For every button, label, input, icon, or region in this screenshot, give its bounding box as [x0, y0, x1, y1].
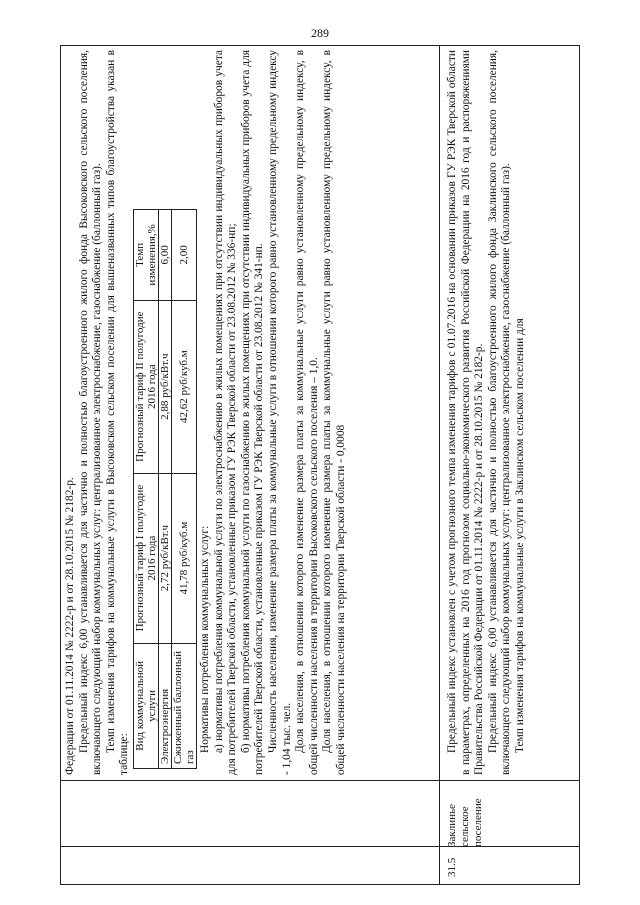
table-header-cell: Темп изменения,%: [133, 210, 158, 301]
tariff-table: [133, 209, 197, 769]
table-header-row: [133, 210, 158, 769]
table-border-left: [60, 884, 580, 885]
row-number: 31.5: [446, 857, 458, 877]
text-paragraph: Предельный индекс 6,00 устанавливается для частично и полностью благоустроенного жилого фонда Высоковского сельского поселения, включающего следующий набор коммунальных услуг: централизованное электроснабжение, газоснабжение (баллонный газ).: [77, 50, 104, 775]
text-paragraph: а) нормативы потребления коммунальной услуги по электроснабжению в жилых помещениях при отсутствии индивидуальных приборов учета для потребителей Тверской области, установленные приказом ГУ РЭК Тверской области от 23.08.2012 № 336-нп;: [212, 50, 239, 775]
table-border-top: [60, 45, 61, 885]
row-divider: [439, 45, 440, 885]
table-row: [158, 210, 171, 769]
text-paragraph: б) нормативы потребления коммунальной услуги по газоснабжению в жилых помещениях при отсутствии индивидуальных приборов учета для потребителей Тверской области, установленные приказом ГУ РЭК Тверской области от 23.08.2012 № 341-нп.: [239, 50, 266, 775]
table-border-bottom: [579, 45, 580, 885]
text-paragraph: Темп изменения тарифов на коммунальные услуги в Заклинском сельском поселении для: [513, 318, 526, 753]
text-paragraph: Темп изменения тарифов на коммунальные услуги в Высоковском сельском поселении для вышеназванных типов благоустройства указан в таблице:: [104, 50, 131, 775]
table-cell: 6,00: [158, 210, 171, 301]
table-cell: 2,88 руб/кВт.ч: [158, 300, 171, 473]
text-paragraph: Нормативы потребления коммунальных услуг:: [198, 525, 211, 753]
lower-row-content: [446, 50, 528, 775]
table-row: [171, 210, 196, 769]
table-cell: 42,62 руб/куб.м: [171, 300, 196, 473]
table-cell: 2,00: [171, 210, 196, 301]
table-cell: Сжиженный баллонный газ: [171, 643, 196, 768]
page-number: 289: [311, 26, 329, 40]
text-line: Федерации от 01.11.2014 № 2222-р и от 28.10.2015 № 2182-р.: [64, 477, 76, 775]
text-paragraph: Предельный индекс 6,00 устанавливается для частично и полностью благоустроенного жилого фонда Заклинского сельского поселения, включающего следующий набор коммунальных услуг: централизованное электроснабжение, газоснабжение (баллонный газ).: [486, 50, 513, 775]
table-border-right: [60, 45, 580, 46]
text-paragraph: Предельный индекс установлен с учетом прогнозного темпа изменения тарифов с 01.07.2016 на основании приказов ГУ РЭК Тверской области в параметрах, определенных на 2016 год прогнозом социально-экономического развития Российской Федерации на 2016 год и распоряжениями Правительства Российской Федерации от 01.11.2014 № 2222-р и от 28.10.2015 № 2182-р.: [446, 50, 486, 775]
table-cell: Электроэнергия: [158, 643, 171, 768]
text-paragraph: Доля населения, в отношении которого изменение размера платы за коммунальные услуги равно установленному предельному индексу, в общей численности населения в территории Высоковского сельского поселения – 1,0.: [294, 50, 320, 775]
table-header-cell: Прогнозный тариф I полугодие 2016 года: [133, 473, 158, 643]
table-header-cell: Прогнозный тариф II полугодие 2016 года: [133, 300, 158, 473]
settlement-name: Заклинье сельское поселение: [446, 798, 484, 847]
table-border-name: [60, 780, 580, 781]
table-border-num: [60, 846, 580, 847]
table-header-cell: Вид коммунальной услуги: [133, 643, 158, 768]
text-paragraph: Численность населения, изменение размера платы за коммунальные услуги в отношении которого равно установленному предельному индексу - 1,04 тыс. чел.: [266, 50, 293, 775]
text-paragraph: Доля населения, в отношении которого изменение размера платы за коммунальные услуги равно установленному предельному индексу, в общей численности населения на территории Тверской области - 0,0008: [321, 50, 347, 775]
table-cell: 41,78 руб/куб.м: [171, 473, 196, 643]
table-cell: 2,72 руб/кВт.ч: [158, 473, 171, 643]
rotated-table-sheet: [60, 45, 580, 885]
upper-row-content: [64, 50, 349, 775]
